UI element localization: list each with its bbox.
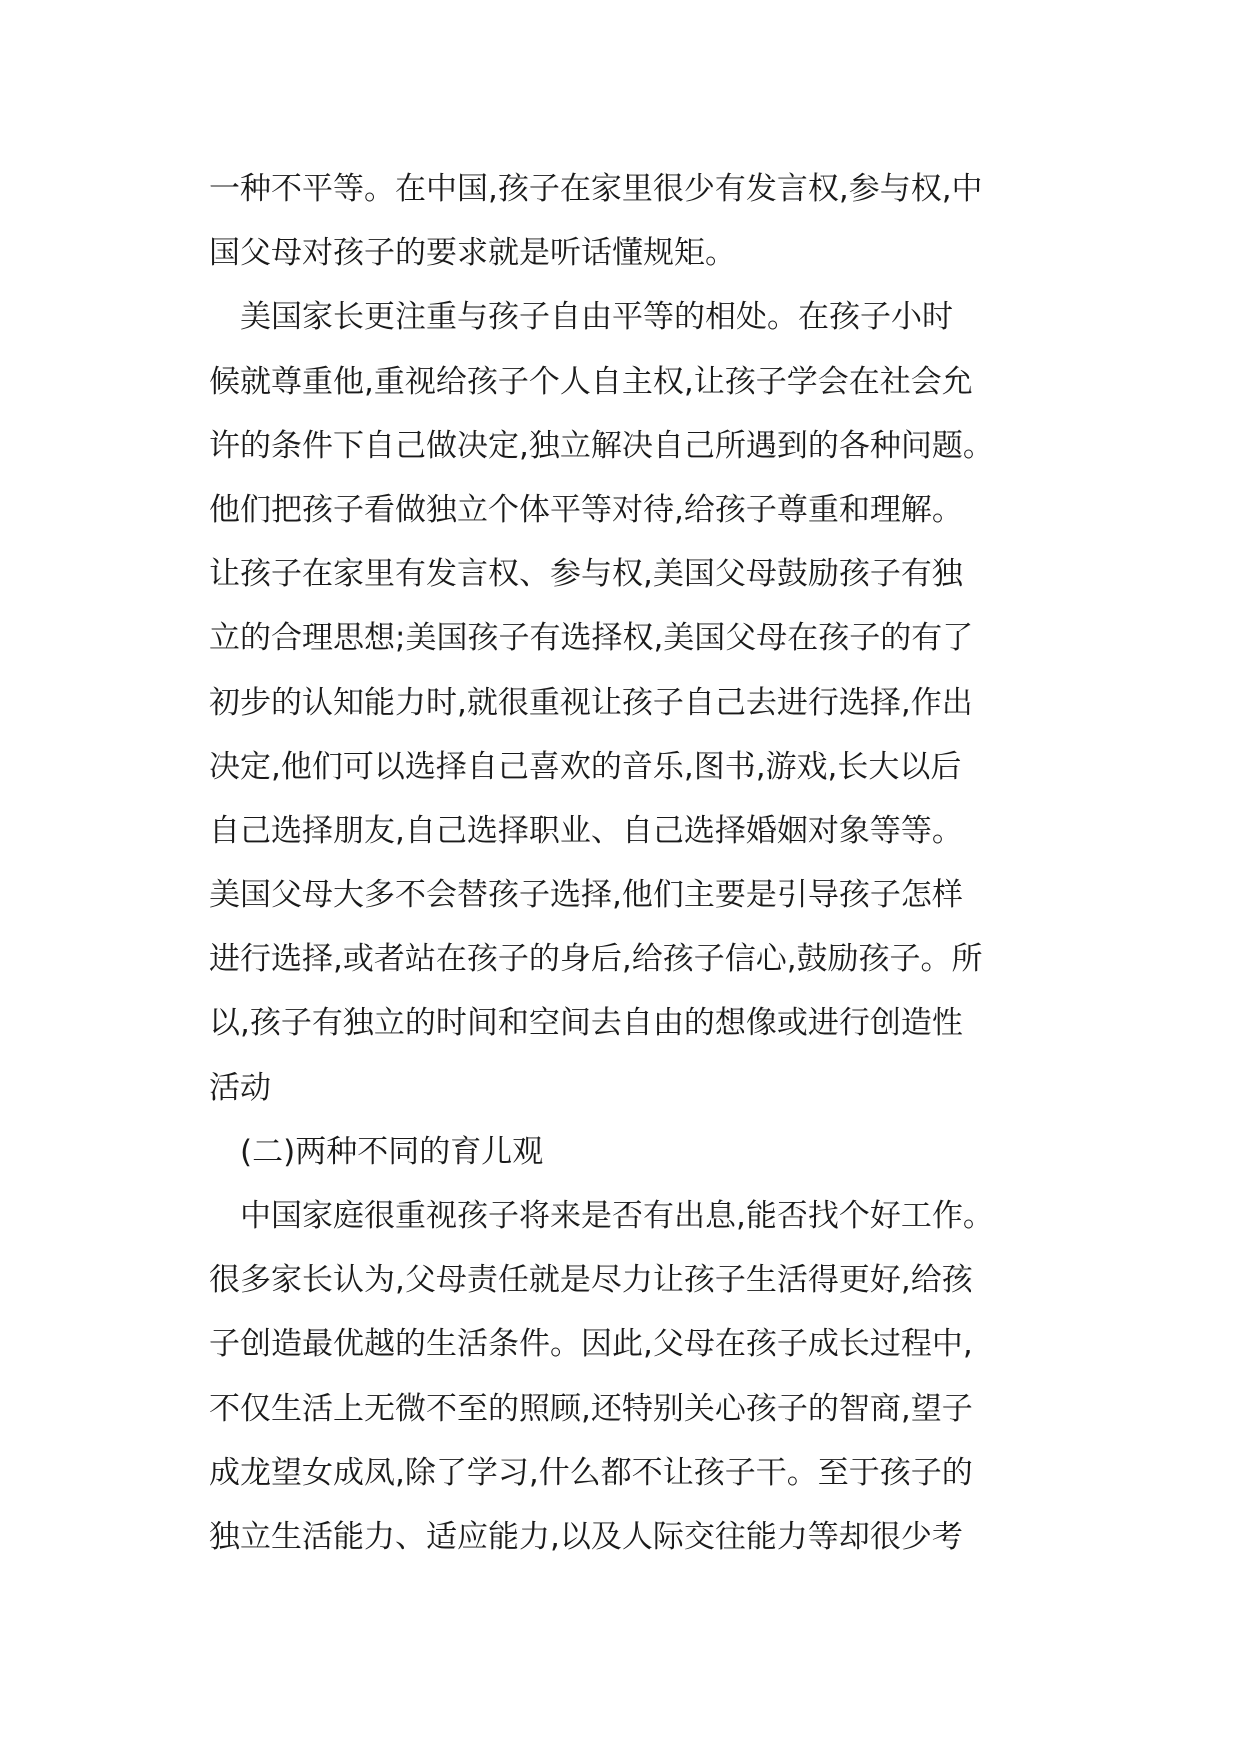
text-line: 自己选择朋友,自己选择职业、自己选择婚姻对象等等。 — [209, 812, 963, 849]
text-line: 很多家长认为,父母责任就是尽力让孩子生活得更好,给孩 — [209, 1262, 973, 1299]
text-line: 初步的认知能力时,就很重视让孩子自己去进行选择,作出 — [209, 684, 973, 721]
text-line: 决定,他们可以选择自己喜欢的音乐,图书,游戏,长大以后 — [209, 748, 962, 785]
text-line: 一种不平等。在中国,孩子在家里很少有发言权,参与权,中 — [209, 171, 983, 207]
body-text — [209, 157, 1039, 1569]
text-line: 他们把孩子看做独立个体平等对待,给孩子尊重和理解。 — [209, 491, 963, 528]
text-line: 独立生活能力、适应能力,以及人际交往能力等却很少考 — [209, 1518, 963, 1555]
text-line: 让孩子在家里有发言权、参与权,美国父母鼓励孩子有独 — [209, 556, 963, 593]
text-line: 美国家长更注重与孩子自由平等的相处。在孩子小时 — [209, 299, 953, 336]
text-line: 子创造最优越的生活条件。因此,父母在孩子成长过程中, — [209, 1326, 973, 1363]
text-line: 中国家庭很重视孩子将来是否有出息,能否找个好工作。 — [209, 1198, 994, 1234]
text-line: 进行选择,或者站在孩子的身后,给孩子信心,鼓励孩子。所 — [209, 941, 983, 978]
text-line: 美国父母大多不会替孩子选择,他们主要是引导孩子怎样 — [209, 877, 963, 914]
text-line: 活动 — [209, 1069, 271, 1106]
text-line: 国父母对孩子的要求就是听话懂规矩。 — [209, 235, 736, 272]
text-line: 候就尊重他,重视给孩子个人自主权,让孩子学会在社会允 — [209, 363, 973, 400]
text-line: 以,孩子有独立的时间和空间去自由的想像或进行创造性 — [209, 1005, 963, 1042]
text-line: 立的合理思想;美国孩子有选择权,美国父母在孩子的有了 — [209, 620, 974, 657]
text-line: 许的条件下自己做决定,独立解决自己所遇到的各种问题。 — [209, 427, 994, 464]
section-heading: (二)两种不同的育儿观 — [209, 1133, 544, 1170]
text-line: 不仅生活上无微不至的照顾,还特别关心孩子的智商,望子 — [209, 1390, 973, 1427]
text-line: 成龙望女成凤,除了学习,什么都不让孩子干。至于孩子的 — [209, 1454, 973, 1491]
